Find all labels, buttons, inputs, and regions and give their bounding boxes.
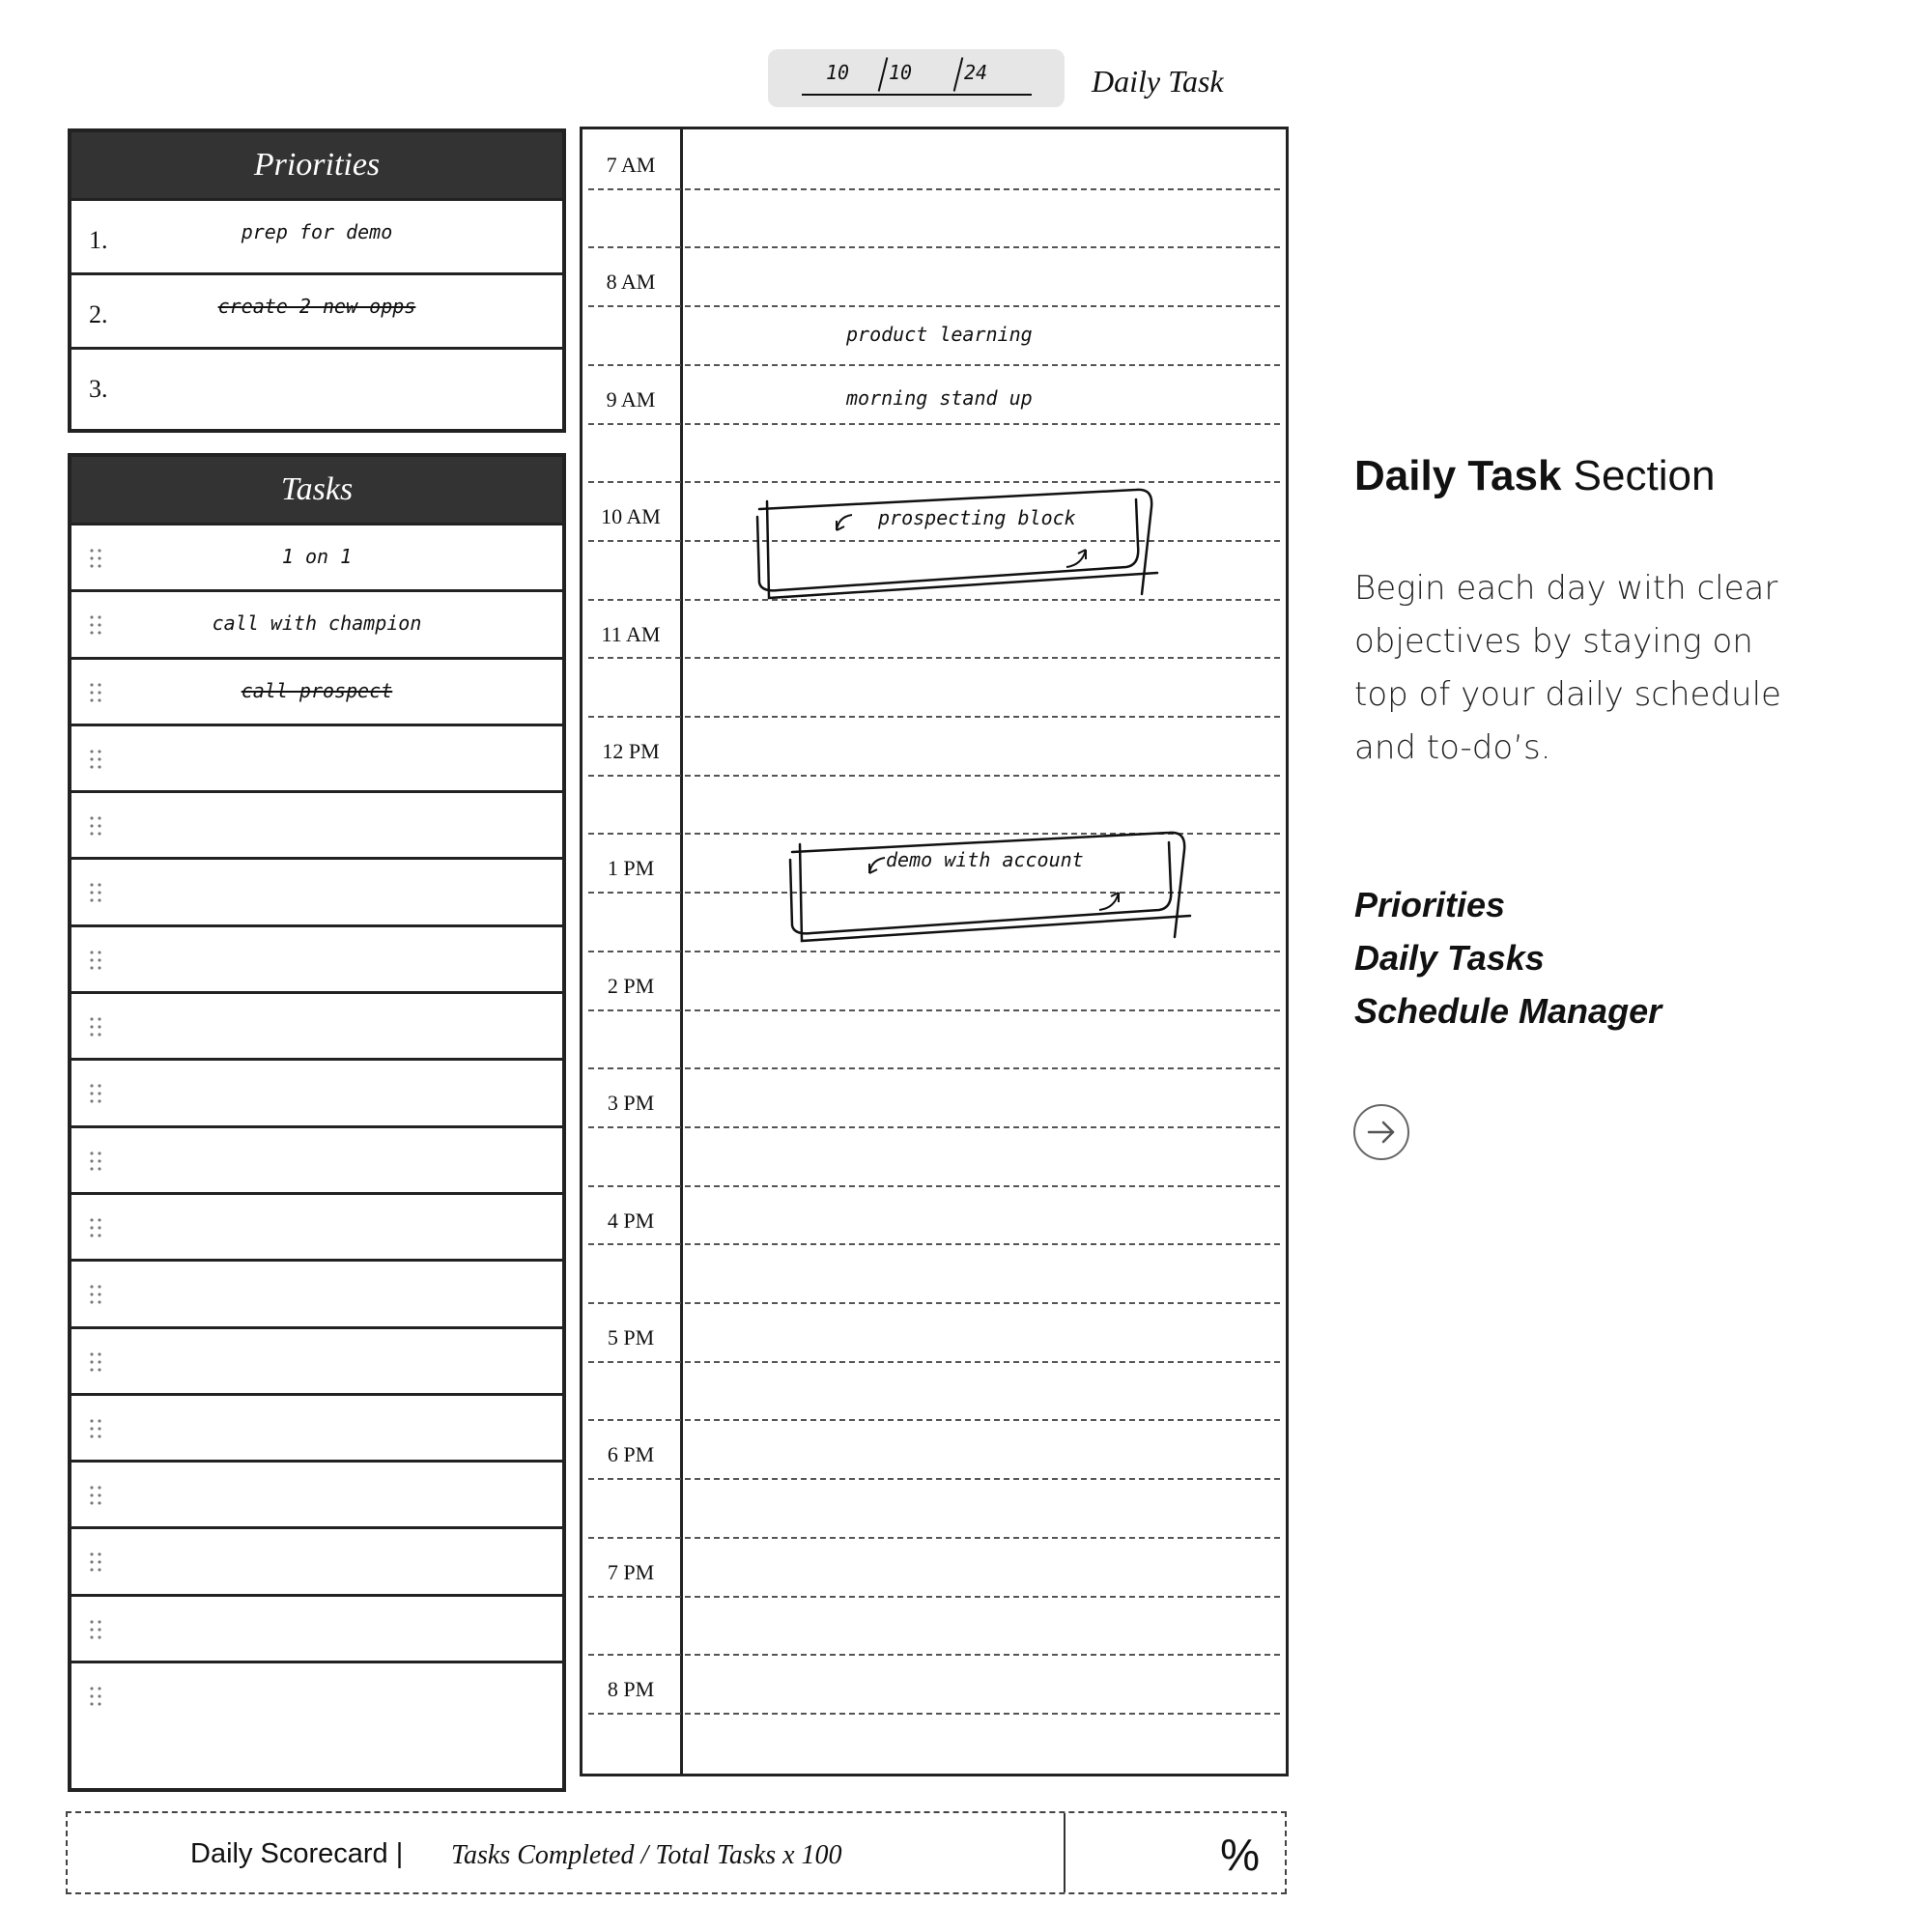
drag-handle-icon[interactable] [88,748,103,771]
schedule-slot-line [588,188,1280,190]
drag-handle-icon[interactable] [88,814,103,838]
priority-number: 1. [89,226,108,254]
scorecard-percent-field[interactable]: % [1220,1830,1260,1880]
drag-handle-icon[interactable] [88,1283,103,1306]
schedule-slot-line [588,1302,1280,1304]
priority-row[interactable] [71,272,562,347]
schedule-slot-line [588,1126,1280,1128]
drag-handle-icon[interactable] [88,1216,103,1239]
hour-label: 6 PM [607,1442,655,1467]
scorecard-divider [1064,1813,1065,1892]
arrow-right-circle-icon [1355,1106,1407,1158]
task-row[interactable] [71,1259,562,1325]
drag-handle-icon[interactable] [88,1015,103,1038]
tasks-panel [68,453,566,1792]
task-row[interactable] [71,1594,562,1661]
drag-handle-icon[interactable] [88,949,103,972]
drag-handle-icon[interactable] [88,1550,103,1574]
section-description: Begin each day with clear objectives by staying on top of your daily schedule and to-do’s. [1354,569,1781,767]
hour-label: 11 AM [601,621,661,646]
hour-label: 7 AM [606,153,656,177]
schedule-slot-line [588,716,1280,718]
task-row[interactable] [71,1326,562,1393]
feature-priorities: Priorities [1354,885,1506,924]
schedule-slot-line [588,657,1280,659]
schedule-entry[interactable]: demo with account [886,848,1084,871]
task-row[interactable] [71,1058,562,1124]
task-text: call prospect [241,678,393,702]
task-row[interactable] [71,657,562,724]
section-title [1354,452,1715,500]
task-row[interactable] [71,991,562,1058]
hour-label: 8 PM [607,1677,655,1702]
page-title: Daily Task [1092,64,1224,99]
date-year: 24 [963,61,988,84]
schedule-grid [580,127,1289,1776]
priorities-heading: Priorities [71,132,562,198]
drag-handle-icon[interactable] [88,1484,103,1507]
date-month: 10 [825,61,850,84]
task-text: call with champion [212,611,422,636]
hand-drawn-box-prospecting [740,469,1165,613]
task-row[interactable] [71,589,562,656]
drag-handle-icon[interactable] [88,1618,103,1641]
task-list [71,523,562,1727]
hour-label: 3 PM [607,1091,655,1116]
schedule-entry[interactable]: prospecting block [878,506,1076,529]
scorecard-formula: Tasks Completed / Total Tasks x 100 [451,1840,842,1870]
drag-handle-icon[interactable] [88,1350,103,1374]
schedule-slot-line [588,1596,1280,1598]
scorecard-label: Daily Scorecard | [190,1838,404,1869]
drag-handle-icon[interactable] [88,881,103,904]
schedule-slot-line [588,1067,1280,1069]
task-row[interactable] [71,1192,562,1259]
schedule-slot-line [588,364,1280,366]
schedule-entry[interactable]: morning stand up [846,386,1033,410]
hour-label: 7 PM [607,1559,655,1584]
priority-text: create 2 new opps [217,295,416,318]
hour-label: 2 PM [607,973,655,998]
priority-row[interactable] [71,198,562,272]
section-title-bold: Daily Task [1354,452,1562,499]
schedule-slot-line [588,775,1280,777]
task-row[interactable] [71,1460,562,1526]
schedule-slot-line [588,1654,1280,1656]
drag-handle-icon[interactable] [88,1417,103,1440]
task-row[interactable] [71,1393,562,1460]
hour-label: 10 AM [601,504,661,529]
schedule-entry[interactable]: product learning [846,323,1033,346]
schedule-slot-line [588,305,1280,307]
schedule-slot-line [588,1537,1280,1539]
hour-label: 4 PM [607,1208,655,1233]
schedule-slot-line [588,1713,1280,1715]
hour-label: 8 AM [606,270,656,295]
task-row[interactable] [71,857,562,923]
date-day: 10 [888,61,913,84]
schedule-slot-line [588,1478,1280,1480]
schedule-slot-line [588,1361,1280,1363]
schedule-slot-line [588,1009,1280,1011]
priority-text: prep for demo [241,220,393,243]
schedule-slot-line [588,246,1280,248]
daily-scorecard [66,1811,1287,1894]
priority-number: 2. [89,300,108,328]
schedule-slot-line [588,1185,1280,1187]
task-row[interactable] [71,1661,562,1727]
feature-daily-tasks: Daily Tasks [1354,938,1545,978]
feature-schedule-manager: Schedule Manager [1354,991,1662,1031]
schedule-slot-line [588,1243,1280,1245]
task-row[interactable] [71,790,562,857]
hour-label: 12 PM [602,739,660,763]
drag-handle-icon[interactable] [88,1685,103,1708]
tasks-heading: Tasks [71,457,562,523]
hour-label: 9 AM [606,386,656,412]
task-row[interactable] [71,1526,562,1593]
date-field[interactable] [768,49,1065,107]
date-underline [802,94,1032,96]
drag-handle-icon[interactable] [88,1082,103,1105]
next-button[interactable] [1353,1104,1409,1160]
schedule-slot-line [588,1419,1280,1421]
priority-number: 3. [89,375,108,403]
task-row[interactable] [71,724,562,790]
schedule-slot-line [588,423,1280,425]
task-row[interactable] [71,924,562,991]
task-row[interactable] [71,1125,562,1192]
drag-handle-icon[interactable] [88,1150,103,1173]
task-row[interactable] [71,523,562,589]
section-title-rest: Section [1573,452,1716,499]
priorities-panel [68,128,566,433]
priority-row[interactable] [71,347,562,421]
task-text: 1 on 1 [281,545,353,568]
hour-label: 1 PM [607,856,655,881]
hour-label: 5 PM [607,1325,655,1350]
hand-drawn-box-demo [773,811,1198,956]
